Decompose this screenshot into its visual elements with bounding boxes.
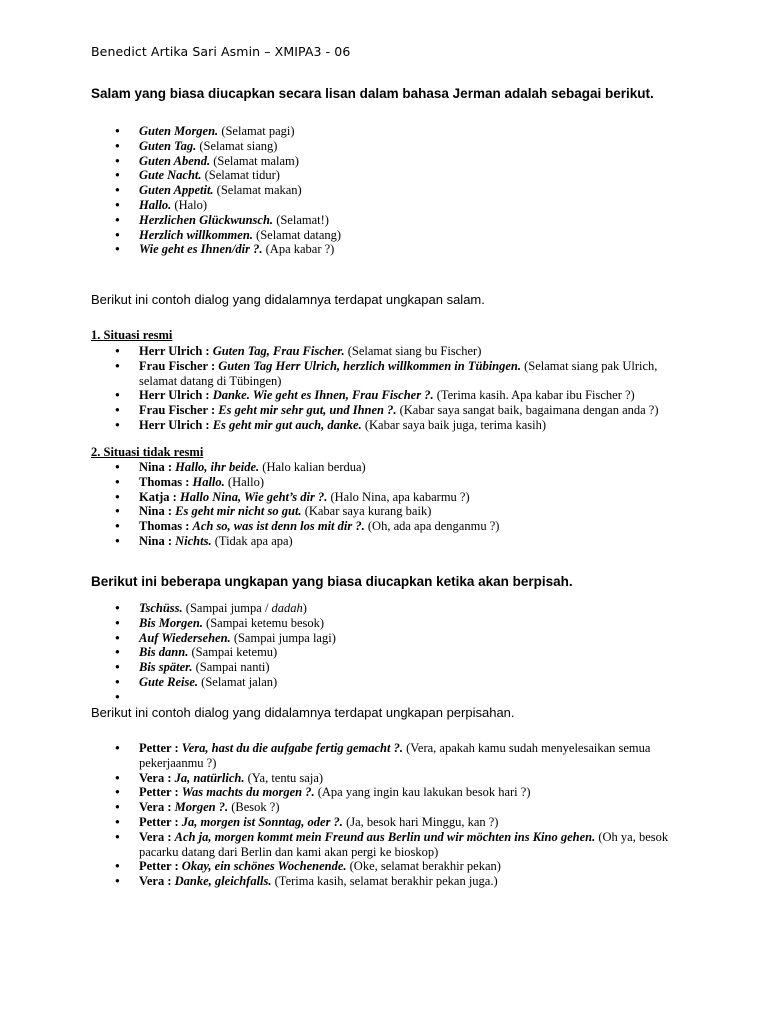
list-item: ● Guten Morgen. (Selamat pagi) <box>0 124 768 139</box>
farewell-list <box>0 601 768 705</box>
dialog-line: ● Nina : Nichts. (Tidak apa apa) <box>0 534 768 549</box>
farewell-heading: Berikut ini beberapa ungkapan yang biasa diucapkan ketika akan berpisah. <box>91 574 573 589</box>
list-item: ● Wie geht es Ihnen/dir ?. (Apa kabar ?) <box>0 242 768 257</box>
dialog-line: ● Katja : Hallo Nina, Wie geht’s dir ?. (Halo Nina, apa kabarmu ?) <box>0 490 768 505</box>
greetings-heading: Salam yang biasa diucapkan secara lisan dalam bahasa Jerman adalah sebagai berikut. <box>91 86 654 101</box>
list-item: ● Herzlich willkommen. (Selamat datang) <box>0 228 768 243</box>
list-item: ● Auf Wiedersehen. (Sampai jumpa lagi) <box>0 631 768 646</box>
dialog-line: ● Vera : Ach ja, morgen kommt mein Freund aus Berlin und wir möchten ins Kino gehen. (Oh ya, besok pacarku datang dari Berlin dan kami akan pergi ke bioskop) <box>0 830 768 860</box>
dialog-line: ● Vera : Ja, natürlich. (Ya, tentu saja) <box>0 771 768 786</box>
greeting-dialog-intro: Berikut ini contoh dialog yang didalamnya terdapat ungkapan salam. <box>91 292 485 307</box>
dialog-line: ● Thomas : Ach so, was ist denn los mit dir ?. (Oh, ada apa denganmu ?) <box>0 519 768 534</box>
dialog-line: ● Vera : Morgen ?. (Besok ?) <box>0 800 768 815</box>
greetings-list <box>0 124 768 257</box>
list-item: ● Hallo. (Halo) <box>0 198 768 213</box>
dialog-line: ● Herr Ulrich : Es geht mir gut auch, danke. (Kabar saya baik juga, terima kasih) <box>0 418 768 433</box>
list-item: ● Guten Appetit. (Selamat makan) <box>0 183 768 198</box>
list-item: ● Guten Abend. (Selamat malam) <box>0 154 768 169</box>
author-line: Benedict Artika Sari Asmin – XMIPA3 - 06 <box>91 44 351 59</box>
formal-dialog-list <box>0 344 768 433</box>
dialog-line: ● Thomas : Hallo. (Hallo) <box>0 475 768 490</box>
list-item: ● Herzlichen Glückwunsch. (Selamat!) <box>0 213 768 228</box>
list-item: ● Gute Reise. (Selamat jalan) <box>0 675 768 690</box>
list-item: ● Gute Nacht. (Selamat tidur) <box>0 168 768 183</box>
list-item: ● Bis später. (Sampai nanti) <box>0 660 768 675</box>
dialog-line: ● Frau Fischer : Es geht mir sehr gut, und Ihnen ?. (Kabar saya sangat baik, bagaimana dengan anda ?) <box>0 403 768 418</box>
list-item: ● Tschüss. (Sampai jumpa / dadah) <box>0 601 768 616</box>
farewell-dialog-list <box>0 741 768 889</box>
dialog-line: ● Petter : Ja, morgen ist Sonntag, oder ?. (Ja, besok hari Minggu, kan ?) <box>0 815 768 830</box>
dialog-line: ● Herr Ulrich : Danke. Wie geht es Ihnen, Frau Fischer ?. (Terima kasih. Apa kabar ibu Fischer ?) <box>0 388 768 403</box>
dialog-line: ● Herr Ulrich : Guten Tag, Frau Fischer. (Selamat siang bu Fischer) <box>0 344 768 359</box>
list-item: ● Bis Morgen. (Sampai ketemu besok) <box>0 616 768 631</box>
dialog-line: ● Petter : Vera, hast du die aufgabe fertig gemacht ?. (Vera, apakah kamu sudah menyelesaikan semua pekerjaanmu ?) <box>0 741 768 771</box>
informal-dialog-list <box>0 460 768 549</box>
dialog-line: ● Petter : Okay, ein schönes Wochenende. (Oke, selamat berakhir pekan) <box>0 859 768 874</box>
empty-list-item <box>0 690 768 705</box>
dialog-line: ● Nina : Es geht mir nicht so gut. (Kabar saya kurang baik) <box>0 504 768 519</box>
dialog-line: ● Petter : Was machts du morgen ?. (Apa yang ingin kau lakukan besok hari ?) <box>0 785 768 800</box>
farewell-dialog-intro: Berikut ini contoh dialog yang didalamnya terdapat ungkapan perpisahan. <box>91 705 515 720</box>
informal-situation-title: 2. Situasi tidak resmi <box>91 445 204 459</box>
dialog-line: ● Frau Fischer : Guten Tag Herr Ulrich, herzlich willkommen in Tübingen. (Selamat siang pak Ulrich, selamat datang di Tübingen) <box>0 359 768 389</box>
list-item: ● Bis dann. (Sampai ketemu) <box>0 645 768 660</box>
dialog-line: ● Nina : Hallo, ihr beide. (Halo kalian berdua) <box>0 460 768 475</box>
formal-situation-title: 1. Situasi resmi <box>91 328 173 342</box>
list-item: ● Guten Tag. (Selamat siang) <box>0 139 768 154</box>
dialog-line: ● Vera : Danke, gleichfalls. (Terima kasih, selamat berakhir pekan juga.) <box>0 874 768 889</box>
